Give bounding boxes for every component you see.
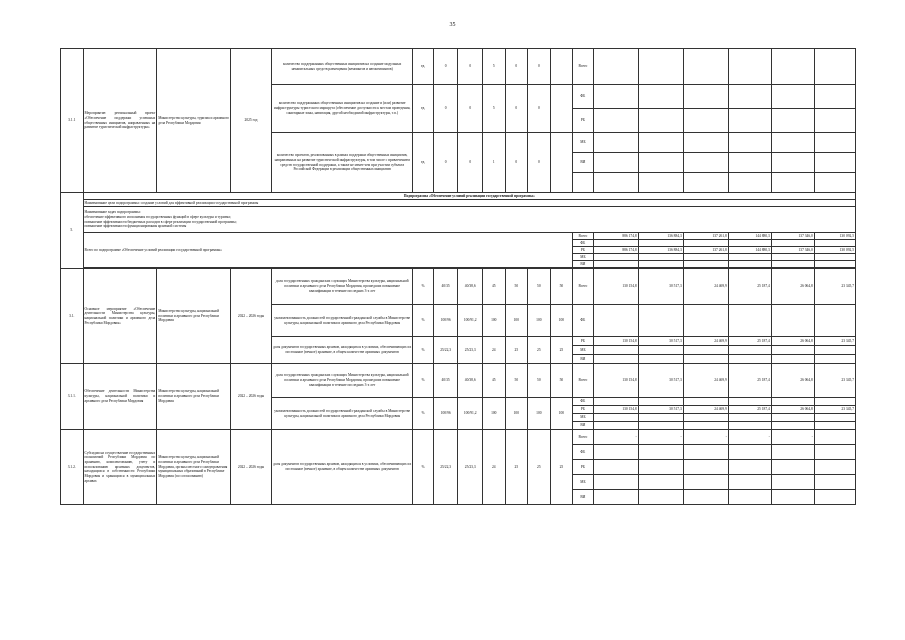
empty-cell xyxy=(814,398,855,406)
table-cell: 25 xyxy=(528,337,551,364)
table-cell: ФБ xyxy=(573,240,593,247)
empty-cell xyxy=(593,173,638,193)
empty-cell xyxy=(771,475,814,490)
table-cell: 100 xyxy=(550,305,573,337)
table-cell: 24 469,9 xyxy=(683,406,728,414)
table-cell: 130 154,8 xyxy=(593,406,638,414)
period: 2025 год xyxy=(231,49,272,193)
empty-cell xyxy=(814,445,855,460)
empty-cell xyxy=(593,422,638,430)
empty-cell xyxy=(638,414,683,422)
table-cell: 26 064,8 xyxy=(771,406,814,414)
empty-cell xyxy=(593,254,638,261)
table-cell: % xyxy=(413,430,433,505)
table-cell: 25 xyxy=(505,430,528,505)
subprogram-tasks xyxy=(83,207,855,233)
empty-cell xyxy=(638,109,683,133)
empty-cell xyxy=(638,261,683,268)
empty-cell xyxy=(593,355,638,364)
subprogram-total-label: Всего по подпрограмме «Обеспечение условий реализации государственной программы» xyxy=(83,233,573,268)
table-cell: % xyxy=(413,337,433,364)
empty-cell xyxy=(814,85,855,109)
empty-cell xyxy=(683,254,728,261)
table-cell: 2022 – 2026 годы xyxy=(231,269,272,364)
table-row xyxy=(61,233,856,240)
empty-cell xyxy=(728,346,771,355)
empty-cell xyxy=(593,475,638,490)
empty-cell xyxy=(683,133,728,153)
empty-cell xyxy=(728,133,771,153)
empty-cell xyxy=(814,240,855,247)
empty-cell xyxy=(638,173,683,193)
task-line: повышение эффективности функционирования архивной системы xyxy=(84,224,187,229)
empty-cell xyxy=(728,49,771,85)
table-cell: % xyxy=(413,305,433,337)
empty-cell xyxy=(593,490,638,505)
table-cell: 50 xyxy=(505,364,528,398)
empty-cell xyxy=(638,460,683,475)
table-cell: - xyxy=(683,430,728,445)
table-cell: 137 261,8 xyxy=(683,247,728,254)
table-cell: Всего xyxy=(573,430,593,445)
empty-cell xyxy=(638,422,683,430)
table-cell: 886 174,8 xyxy=(593,247,638,254)
empty-cell xyxy=(814,460,855,475)
empty-cell xyxy=(593,305,638,337)
table-cell: 26 064,8 xyxy=(771,269,814,305)
empty-cell xyxy=(814,305,855,337)
table-cell: % xyxy=(413,398,433,430)
table-cell: 25 187,4 xyxy=(728,337,771,346)
empty-cell xyxy=(771,261,814,268)
empty-cell xyxy=(683,305,728,337)
empty-cell xyxy=(683,49,728,85)
table-cell: РБ xyxy=(573,406,593,414)
table-cell: 25/22,3 xyxy=(433,430,458,505)
table-cell: 1 xyxy=(483,133,506,193)
table-row xyxy=(61,269,856,305)
empty-cell xyxy=(550,49,573,85)
table-cell: доля государственных гражданских служащих Министерства культуры, национальной политики и архивного дела Республики Мордовия, прошедших повышение квалификации в течение последних 3-х лет xyxy=(272,364,413,398)
empty-cell xyxy=(593,398,638,406)
table-cell: 130 092,5 xyxy=(814,247,855,254)
table-cell: ВИ xyxy=(573,261,593,268)
table-cell: 100/96 xyxy=(433,305,458,337)
table-cell: 0 xyxy=(528,133,551,193)
table-cell: 100/91,2 xyxy=(458,305,483,337)
empty-cell xyxy=(683,240,728,247)
table-cell: ВИ xyxy=(573,153,593,173)
table-cell: 3.1. xyxy=(61,269,84,364)
table-cell: 25/22,3 xyxy=(433,337,458,364)
empty-cell xyxy=(593,85,638,109)
table-cell: 26 064,8 xyxy=(771,337,814,346)
table-cell: 3.1.2. xyxy=(61,430,84,505)
table-cell: ВИ xyxy=(573,355,593,364)
table-cell: 25 xyxy=(550,337,573,364)
empty-cell xyxy=(593,240,638,247)
table-cell: ед. xyxy=(413,85,433,133)
empty-cell xyxy=(771,355,814,364)
table-cell: 100 xyxy=(483,305,506,337)
table-cell: 45 xyxy=(483,269,506,305)
table-cell: укомплектованность должностей государственной гражданской службы в Министерстве культуры, национальной политики и архивного дела Республики Мордовия xyxy=(272,305,413,337)
source: Всего xyxy=(573,49,593,85)
empty-cell xyxy=(814,261,855,268)
table-cell: 25 187,4 xyxy=(728,364,771,398)
table-cell: 130 154,8 xyxy=(593,364,638,398)
table-cell: количество проектов, реализованных в рамках поддержки общественных инициатив, направленных на развитие туристической инфраструктуры, в том числе с привлечением средств государственной поддержки, а также не менее чем при участии субъекта Российской Федерации в реализации общественных инициатив xyxy=(272,133,413,193)
unit: ед. xyxy=(413,49,433,85)
empty-cell xyxy=(638,346,683,355)
table-cell: 23 345,7 xyxy=(814,269,855,305)
table-cell: 144 880,3 xyxy=(728,247,771,254)
table-cell: 886 174,8 xyxy=(593,233,638,240)
empty-cell xyxy=(683,109,728,133)
empty-cell xyxy=(683,490,728,505)
empty-cell xyxy=(638,85,683,109)
empty-cell xyxy=(771,414,814,422)
empty-cell xyxy=(771,445,814,460)
table-cell: 25 187,4 xyxy=(728,406,771,414)
table-cell: 2022 – 2026 годы xyxy=(231,364,272,430)
indicator-name: количество поддержанных общественных инициатив на создание модульных некапитальных средств размещения (кемпингов и автокемпингов) xyxy=(272,49,413,85)
empty-cell xyxy=(728,305,771,337)
empty-cell xyxy=(728,240,771,247)
empty-cell xyxy=(683,346,728,355)
table-cell: 100 xyxy=(505,398,528,430)
empty-cell xyxy=(728,445,771,460)
table-cell: 23 345,7 xyxy=(814,364,855,398)
empty-cell xyxy=(638,398,683,406)
table-cell: 100 xyxy=(528,305,551,337)
empty-cell xyxy=(771,109,814,133)
table-cell: 40/38,6 xyxy=(458,364,483,398)
table-cell: РБ xyxy=(573,109,593,133)
table-cell: 100/96 xyxy=(433,398,458,430)
empty-cell xyxy=(683,85,728,109)
table-cell: % xyxy=(413,269,433,305)
empty-cell xyxy=(728,261,771,268)
table-cell: - xyxy=(728,430,771,445)
table-cell: 40/35 xyxy=(433,364,458,398)
table-cell: 23 345,7 xyxy=(814,406,855,414)
table-cell: Основное мероприятие «Обеспечение деятельности Министерства культуры, национальной политики и архивного дела Республики Мордовия» xyxy=(83,269,157,364)
table-cell: 100 xyxy=(483,398,506,430)
empty-cell xyxy=(638,490,683,505)
table-cell: МБ xyxy=(573,346,593,355)
table-cell: - xyxy=(771,430,814,445)
table-cell: 30 517,3 xyxy=(638,337,683,346)
empty-cell xyxy=(593,414,638,422)
table-cell: доля документов государственных архивов, находящихся в условиях, обеспечивающих их постоянное (вечное) хранение, в общем количестве архивных документов xyxy=(272,430,413,505)
table-cell: 137 261,8 xyxy=(683,233,728,240)
empty-cell xyxy=(728,422,771,430)
table-cell: 25 187,4 xyxy=(728,269,771,305)
table-cell: ФБ xyxy=(573,85,593,109)
table-cell: 23 345,7 xyxy=(814,337,855,346)
empty-cell xyxy=(683,445,728,460)
table-cell: МБ xyxy=(573,475,593,490)
empty-cell xyxy=(550,85,573,133)
empty-cell xyxy=(683,460,728,475)
program-table xyxy=(60,48,856,505)
table-cell: 25/23,3 xyxy=(458,430,483,505)
section-number: 5. xyxy=(61,193,84,269)
empty-cell xyxy=(814,153,855,173)
empty-cell xyxy=(573,173,593,193)
row-number: 3.1.1 xyxy=(61,49,84,193)
empty-cell xyxy=(771,133,814,153)
table-cell: МБ xyxy=(573,254,593,261)
table-row xyxy=(61,364,856,398)
table-cell: 5 xyxy=(483,85,506,133)
table-cell: 2022 – 2026 годы xyxy=(231,430,272,505)
table-cell: - xyxy=(593,430,638,445)
empty-cell xyxy=(638,49,683,85)
empty-cell xyxy=(593,261,638,268)
table-cell: % xyxy=(413,364,433,398)
table-cell: Всего xyxy=(573,233,593,240)
table-cell: укомплектованность должностей государственной гражданской службы в Министерстве культуры, национальной политики и архивного дела Республики Мордовия xyxy=(272,398,413,430)
empty-cell xyxy=(814,475,855,490)
table-cell: 100/91,2 xyxy=(458,398,483,430)
table-cell: 45 xyxy=(483,364,506,398)
empty-cell xyxy=(814,422,855,430)
empty-cell xyxy=(683,398,728,406)
table-cell: 136 884,3 xyxy=(638,247,683,254)
empty-cell xyxy=(683,355,728,364)
table-cell: 100 xyxy=(550,398,573,430)
table-cell: 40/35 xyxy=(433,269,458,305)
empty-cell xyxy=(593,49,638,85)
table-cell: 130 154,8 xyxy=(593,337,638,346)
empty-cell xyxy=(771,173,814,193)
empty-cell xyxy=(728,414,771,422)
empty-cell xyxy=(683,475,728,490)
table-cell: 100 xyxy=(505,305,528,337)
table-cell: 3.1.1. xyxy=(61,364,84,430)
empty-cell xyxy=(771,422,814,430)
empty-cell xyxy=(683,173,728,193)
empty-cell xyxy=(771,240,814,247)
empty-cell xyxy=(550,133,573,193)
empty-cell xyxy=(728,398,771,406)
table-cell: 50 xyxy=(550,269,573,305)
table-row xyxy=(61,207,856,233)
table-cell: 0 xyxy=(505,85,528,133)
table-row xyxy=(61,49,856,85)
table-cell: 24 xyxy=(483,430,506,505)
empty-cell xyxy=(814,133,855,153)
empty-cell xyxy=(814,490,855,505)
empty-cell xyxy=(593,153,638,173)
table-cell: 24 xyxy=(483,337,506,364)
empty-cell xyxy=(771,398,814,406)
table-cell: Субсидии на осуществление государственных полномочий Республики Мордовия по хранению, комплектованию, учету и использованию архивных документов, находящихся в собственности Республики Мордовия и хранящихся в муниципальных архивах xyxy=(83,430,157,505)
table-cell: Министерство культуры, национальной политики и архивного дела Республики Мордовия xyxy=(157,269,231,364)
table-cell: 25 xyxy=(550,430,573,505)
table-cell: 24 469,9 xyxy=(683,364,728,398)
table-cell: Министерство культуры, национальной политики и архивного дела Республики Мордовия xyxy=(157,364,231,430)
table-cell: Всего xyxy=(573,364,593,398)
table-cell: 30 517,3 xyxy=(638,406,683,414)
table-cell: 30 517,3 xyxy=(638,269,683,305)
empty-cell xyxy=(638,305,683,337)
table-cell: 0 xyxy=(505,133,528,193)
empty-cell xyxy=(814,109,855,133)
table-cell: РБ xyxy=(573,337,593,346)
table-cell: количество поддержанных общественных инициатив на создание и (или) развитие инфраструктуры туристского маршрута (обеспечение доступности к местам проведения, санитарные зоны, навигация, другой необходимой инфраструктуры, т.п.) xyxy=(272,85,413,133)
table-cell: МБ xyxy=(573,414,593,422)
empty-cell xyxy=(771,460,814,475)
empty-cell xyxy=(593,445,638,460)
empty-cell xyxy=(771,305,814,337)
table-cell: Всего xyxy=(573,269,593,305)
empty-cell xyxy=(593,460,638,475)
executor: Министерство культуры, туризма и архивного дела Республики Мордовия xyxy=(157,49,231,193)
table-cell: 5 xyxy=(483,49,506,85)
table-cell: 137 346,0 xyxy=(771,233,814,240)
task-line: Наименование задач подпрограммы: xyxy=(84,210,141,215)
subprogram-title: Подпрограмма «Обеспечение условий реализации государственной программы» xyxy=(83,193,855,200)
table-cell: 136 884,3 xyxy=(638,233,683,240)
table-cell: - xyxy=(638,430,683,445)
table-cell: РБ xyxy=(573,460,593,475)
table-cell: доля государственных гражданских служащих Министерства культуры, национальной политики и архивного дела Республики Мордовия, прошедших повышение квалификации в течение последних 3-х лет xyxy=(272,269,413,305)
table-cell: 30 517,3 xyxy=(638,364,683,398)
table-cell: 100 xyxy=(528,398,551,430)
empty-cell xyxy=(728,355,771,364)
table-cell: 26 064,8 xyxy=(771,364,814,398)
task-line: повышение эффективности бюджетных расходов в сфере реализации государственной программы; xyxy=(84,219,237,224)
table-cell: 0 xyxy=(458,49,483,85)
empty-cell xyxy=(771,85,814,109)
table-cell: 144 880,3 xyxy=(728,233,771,240)
table-cell: ВИ xyxy=(573,490,593,505)
empty-cell xyxy=(638,240,683,247)
empty-cell xyxy=(638,475,683,490)
empty-cell xyxy=(814,430,855,445)
empty-cell xyxy=(814,254,855,261)
empty-cell xyxy=(593,346,638,355)
empty-cell xyxy=(771,346,814,355)
table-cell: Министерство культуры, национальной политики и архивного дела Республики Мордовия, органы местного самоуправления муниципальных образований в Республике Мордовия (по согласованию) xyxy=(157,430,231,505)
table-cell: 0 xyxy=(433,49,458,85)
empty-cell xyxy=(728,460,771,475)
table-cell: 25 xyxy=(528,430,551,505)
empty-cell xyxy=(638,133,683,153)
empty-cell xyxy=(728,490,771,505)
table-cell: 50 xyxy=(528,364,551,398)
empty-cell xyxy=(814,414,855,422)
table-cell: ВИ xyxy=(573,422,593,430)
table-cell: ед. xyxy=(413,133,433,193)
table-cell: ФБ xyxy=(573,398,593,406)
empty-cell xyxy=(814,355,855,364)
table-cell: 137 346,0 xyxy=(771,247,814,254)
empty-cell xyxy=(728,153,771,173)
empty-cell xyxy=(638,445,683,460)
table-cell: 130 154,8 xyxy=(593,269,638,305)
empty-cell xyxy=(728,173,771,193)
subprogram-goal: Наименование цели подпрограммы: создание условий для эффективной реализации государственной программы xyxy=(83,200,855,207)
table-row xyxy=(61,430,856,445)
table-cell: 40/38,6 xyxy=(458,269,483,305)
empty-cell xyxy=(728,475,771,490)
table-cell: МБ xyxy=(573,133,593,153)
table-cell: 24 469,9 xyxy=(683,337,728,346)
table-row xyxy=(61,193,856,200)
table-cell: 0 xyxy=(528,85,551,133)
table-cell: 0 xyxy=(528,49,551,85)
empty-cell xyxy=(638,355,683,364)
empty-cell xyxy=(814,49,855,85)
table-cell: 0 xyxy=(433,133,458,193)
empty-cell xyxy=(771,490,814,505)
table-cell: 25 xyxy=(505,337,528,364)
table-cell: ФБ xyxy=(573,305,593,337)
table-cell: 0 xyxy=(505,49,528,85)
empty-cell xyxy=(683,153,728,173)
task-line: обеспечение эффективного исполнения государственных функций в сфере культуры и туризма; xyxy=(84,214,231,219)
table-cell: 24 469,9 xyxy=(683,269,728,305)
table-cell: РБ xyxy=(573,247,593,254)
empty-cell xyxy=(771,153,814,173)
empty-cell xyxy=(638,254,683,261)
empty-cell xyxy=(728,85,771,109)
empty-cell xyxy=(593,109,638,133)
table-cell: 50 xyxy=(505,269,528,305)
table-cell: ФБ xyxy=(573,445,593,460)
table-cell: 0 xyxy=(458,133,483,193)
table-cell: 50 xyxy=(528,269,551,305)
event-name: Мероприятие: региональный проект «Обеспечение поддержки успешных общественных инициатив, направленных на развитие туристической инфраструктуры» xyxy=(83,49,157,193)
table-row xyxy=(61,200,856,207)
table-cell: 0 xyxy=(433,85,458,133)
table-cell: 25/23,3 xyxy=(458,337,483,364)
empty-cell xyxy=(728,254,771,261)
table-cell: Обеспечение деятельности Министерства культуры, национальной политики и архивного дела Республики Мордовия xyxy=(83,364,157,430)
empty-cell xyxy=(683,414,728,422)
empty-cell xyxy=(771,49,814,85)
table-cell: доля документов государственных архивов, находящихся в условиях, обеспечивающих их постоянное (вечное) хранение, в общем количестве архивных документов xyxy=(272,337,413,364)
empty-cell xyxy=(728,109,771,133)
empty-cell xyxy=(814,346,855,355)
page-number: 35 xyxy=(449,22,456,28)
empty-cell xyxy=(771,254,814,261)
empty-cell xyxy=(814,173,855,193)
empty-cell xyxy=(683,422,728,430)
empty-cell xyxy=(593,133,638,153)
table-cell: 130 092,5 xyxy=(814,233,855,240)
table-cell: 50 xyxy=(550,364,573,398)
empty-cell xyxy=(683,261,728,268)
empty-cell xyxy=(638,153,683,173)
table-cell: 0 xyxy=(458,85,483,133)
